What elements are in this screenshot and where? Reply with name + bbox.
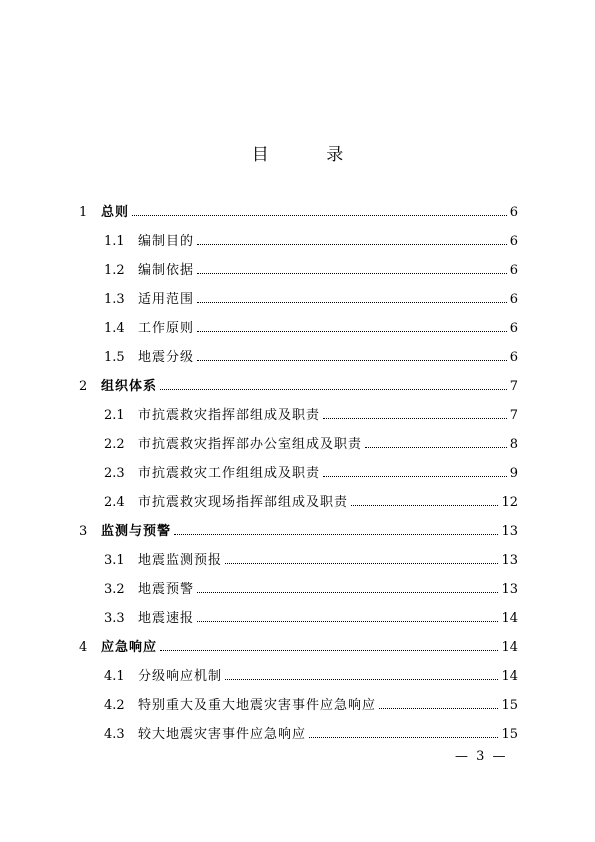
toc-leader-dots bbox=[160, 650, 498, 651]
toc-entry-page: 8 bbox=[509, 437, 518, 452]
toc-entry-title: 市抗震救灾指挥部组成及职责 bbox=[138, 408, 321, 423]
toc-entry-title: 地震速报 bbox=[138, 611, 195, 626]
toc-entry-page: 7 bbox=[509, 379, 518, 394]
toc-title: 目 录 bbox=[251, 145, 370, 165]
toc-entry-number: 1.3 bbox=[104, 292, 125, 307]
toc-entry[interactable] bbox=[79, 519, 518, 539]
toc-entry[interactable] bbox=[104, 577, 518, 597]
toc-entry-title: 编制依据 bbox=[138, 263, 195, 278]
toc-entry-number: 2.2 bbox=[104, 437, 125, 452]
toc-entry-title: 特别重大及重大地震灾害事件应急响应 bbox=[138, 698, 377, 713]
toc-leader-dots bbox=[309, 737, 498, 738]
toc-leader-dots bbox=[365, 447, 507, 448]
toc-entry-title: 组织体系 bbox=[101, 379, 158, 394]
toc-entry-title: 市抗震救灾指挥部办公室组成及职责 bbox=[138, 437, 363, 452]
toc-entry-number: 4 bbox=[79, 640, 88, 655]
toc-entry-title: 工作原则 bbox=[138, 321, 195, 336]
toc-entry-page: 6 bbox=[509, 292, 518, 307]
toc-entry-page: 14 bbox=[501, 611, 518, 626]
toc-entry-page: 12 bbox=[501, 495, 518, 510]
toc-leader-dots bbox=[197, 331, 507, 332]
toc-entry-number: 1 bbox=[79, 205, 88, 220]
toc-entry-number: 1.4 bbox=[104, 321, 125, 336]
toc-entry-page: 13 bbox=[501, 553, 518, 568]
toc-entry-page: 6 bbox=[509, 321, 518, 336]
toc-entry[interactable] bbox=[104, 461, 518, 481]
toc-entry-title: 编制目的 bbox=[138, 234, 195, 249]
toc-entry-title: 较大地震灾害事件应急响应 bbox=[138, 727, 307, 742]
toc-entry[interactable] bbox=[104, 664, 518, 684]
toc-entry[interactable] bbox=[79, 200, 518, 220]
toc-entry-page: 15 bbox=[501, 698, 518, 713]
toc-entry-number: 1.1 bbox=[104, 234, 125, 249]
toc-entry-number: 3.3 bbox=[104, 611, 125, 626]
toc-leader-dots bbox=[197, 244, 507, 245]
toc-entry[interactable] bbox=[104, 229, 518, 249]
toc-entry[interactable] bbox=[104, 693, 518, 713]
toc-leader-dots bbox=[197, 360, 507, 361]
toc-leader-dots bbox=[351, 505, 498, 506]
toc-leader-dots bbox=[323, 476, 507, 477]
toc-entry-title: 市抗震救灾工作组组成及职责 bbox=[138, 466, 321, 481]
toc-leader-dots bbox=[225, 563, 498, 564]
toc-entry[interactable] bbox=[104, 432, 518, 452]
toc-entry-number: 2.3 bbox=[104, 466, 125, 481]
toc-entry-page: 6 bbox=[509, 234, 518, 249]
toc-entry[interactable] bbox=[104, 722, 518, 742]
toc-leader-dots bbox=[379, 708, 498, 709]
toc-entry[interactable] bbox=[79, 374, 518, 394]
toc-leader-dots bbox=[225, 679, 498, 680]
toc-entry-page: 6 bbox=[509, 205, 518, 220]
toc-entry-page: 13 bbox=[501, 524, 518, 539]
toc-entry-title: 适用范围 bbox=[138, 292, 195, 307]
toc-entry-page: 14 bbox=[501, 640, 518, 655]
toc-entry[interactable] bbox=[104, 490, 518, 510]
toc-leader-dots bbox=[197, 302, 507, 303]
toc-entry-page: 14 bbox=[501, 669, 518, 684]
toc-leader-dots bbox=[174, 534, 498, 535]
toc-leader-dots bbox=[197, 592, 498, 593]
toc-entry[interactable] bbox=[104, 345, 518, 365]
toc-entry[interactable] bbox=[104, 548, 518, 568]
toc-entry-number: 4.3 bbox=[104, 727, 125, 742]
toc-entry-number: 4.1 bbox=[104, 669, 125, 684]
toc-entry-number: 1.2 bbox=[104, 263, 125, 278]
toc-entry-page: 9 bbox=[509, 466, 518, 481]
toc-entry-number: 3.2 bbox=[104, 582, 125, 597]
toc-entry[interactable] bbox=[104, 287, 518, 307]
toc-entry-page: 6 bbox=[509, 350, 518, 365]
toc-entry[interactable] bbox=[104, 258, 518, 278]
toc-entry[interactable] bbox=[104, 606, 518, 626]
toc-entry-title: 地震分级 bbox=[138, 350, 195, 365]
page-number-footer: — 3 — bbox=[455, 749, 508, 764]
toc-entry-title: 监测与预警 bbox=[101, 524, 172, 539]
toc-entry-page: 7 bbox=[509, 408, 518, 423]
toc-leader-dots bbox=[132, 215, 507, 216]
toc-entry-title: 地震监测预报 bbox=[138, 553, 223, 568]
toc-entry[interactable] bbox=[79, 635, 518, 655]
toc-entry-number: 2.4 bbox=[104, 495, 125, 510]
toc-entry-page: 13 bbox=[501, 582, 518, 597]
toc-entry-number: 4.2 bbox=[104, 698, 125, 713]
toc-entry-number: 3 bbox=[79, 524, 88, 539]
toc-entry-title: 分级响应机制 bbox=[138, 669, 223, 684]
toc-entry-page: 6 bbox=[509, 263, 518, 278]
toc-entry-number: 3.1 bbox=[104, 553, 125, 568]
toc-entry-title: 地震预警 bbox=[138, 582, 195, 597]
toc-entry-number: 1.5 bbox=[104, 350, 125, 365]
toc-entry-title: 应急响应 bbox=[101, 640, 158, 655]
toc-leader-dots bbox=[160, 389, 507, 390]
toc-entry-number: 2.1 bbox=[104, 408, 125, 423]
toc-entry[interactable] bbox=[104, 316, 518, 336]
toc-leader-dots bbox=[323, 418, 507, 419]
toc-entry-page: 15 bbox=[501, 727, 518, 742]
toc-entry-title: 市抗震救灾现场指挥部组成及职责 bbox=[138, 495, 349, 510]
toc-entry[interactable] bbox=[104, 403, 518, 423]
toc-leader-dots bbox=[197, 621, 498, 622]
toc-leader-dots bbox=[197, 273, 507, 274]
toc-entry-title: 总则 bbox=[101, 205, 130, 220]
toc-entry-number: 2 bbox=[79, 379, 88, 394]
